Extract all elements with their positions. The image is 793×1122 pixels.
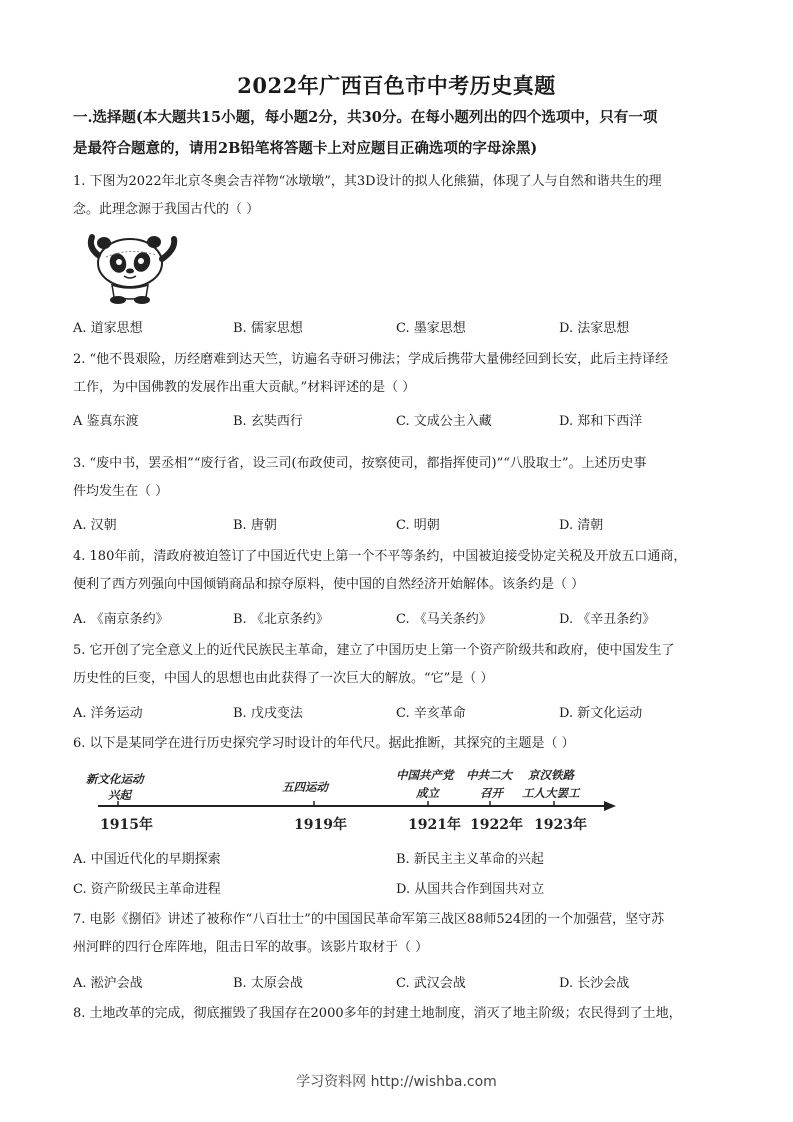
q4-option-a[interactable]: A. 《南京条约》: [73, 612, 169, 627]
timeline-year-2: 1919年: [294, 817, 347, 833]
question-7-text: [73, 906, 723, 962]
q4-option-d[interactable]: D. 《辛丑条约》: [559, 612, 656, 627]
timeline-year-4: 1922年: [470, 817, 523, 833]
q6-option-c[interactable]: C. 资产阶级民主革命进程: [73, 882, 221, 897]
q6-option-a[interactable]: A. 中国近代化的早期探索: [73, 852, 221, 867]
q7-option-a[interactable]: A. 淞沪会战: [73, 976, 143, 991]
timeline-event-3-line-1: 中国共产党: [396, 768, 454, 782]
question-6-options-row-1: [73, 848, 723, 870]
q5-option-b[interactable]: B. 戊戌变法: [233, 706, 303, 721]
question-5-line-2: 历史性的巨变，中国人的思想也由此获得了一次巨大的解放。“它”是（ ）: [73, 671, 494, 686]
q2-option-b[interactable]: B. 玄奘西行: [233, 414, 303, 429]
q5-option-a[interactable]: A. 洋务运动: [73, 706, 143, 721]
question-1-line-2: 念。此理念源于我国古代的（ ）: [73, 202, 260, 217]
q2-option-c[interactable]: C. 文成公主入藏: [396, 414, 492, 429]
q6-option-b[interactable]: B. 新民主主义革命的兴起: [396, 852, 544, 867]
q4-option-c[interactable]: C. 《马关条约》: [396, 612, 492, 627]
q7-option-d[interactable]: D. 长沙会战: [559, 976, 630, 991]
timeline-event-3-line-2: 成立: [416, 786, 439, 800]
timeline-event-1-line-2: 兴起: [108, 788, 131, 802]
question-7-options: [73, 972, 723, 994]
question-8-line-1: 8. 土地改革的完成，彻底摧毁了我国存在2000多年的封建土地制度，消灭了地主阶级；农民得到了土地，: [73, 1006, 682, 1021]
question-4-line-2: 便利了西方列强向中国倾销商品和掠夺原料，使中国的自然经济开始解体。该条约是（ ）: [73, 577, 585, 592]
q4-option-b[interactable]: B. 《北京条约》: [233, 612, 329, 627]
q3-option-c[interactable]: C. 明朝: [396, 518, 440, 533]
q2-option-d[interactable]: D. 郑和下西洋: [559, 414, 643, 429]
timeline-arrow-icon: [604, 801, 616, 811]
page-footer-watermark: 学习资料网 http://wishba.com: [296, 1074, 497, 1090]
q2-option-a[interactable]: A 鉴真东渡: [73, 414, 139, 429]
q7-option-c[interactable]: C. 武汉会战: [396, 976, 466, 991]
timeline-event-1-line-1: 新文化运动: [86, 772, 144, 786]
question-5-text: [73, 637, 723, 693]
question-2-options: [73, 410, 723, 432]
question-7-line-2: 州河畔的四行仓库阵地，阻击日军的故事。该影片取材于（ ）: [73, 940, 429, 955]
question-5-options: [73, 702, 723, 724]
question-8-text: [73, 1000, 723, 1028]
section-heading-line-1: 一.选择题(本大题共15小题，每小题2分，共30分。在每小题列出的四个选项中，只有一项: [73, 109, 658, 126]
question-4-options: [73, 608, 723, 630]
q6-option-d[interactable]: D. 从国共合作到国共对立: [396, 882, 545, 897]
timeline-year-5: 1923年: [534, 817, 587, 833]
question-2-line-1: 2. “他不畏艰险，历经磨难到达天竺，访遍名寺研习佛法；学成后携带大量佛经回到长安，此后主持译经: [73, 352, 669, 367]
section-heading-line-2: 是最符合题意的，请用2B铅笔将答题卡上对应题目正确选项的字母涂黑): [73, 140, 538, 157]
q1-option-a[interactable]: A. 道家思想: [73, 321, 143, 336]
q3-option-a[interactable]: A. 汉朝: [73, 518, 117, 533]
timeline-event-5-line-2: 工人大罢工: [522, 786, 580, 800]
timeline-event-2-line-1: 五四运动: [282, 780, 328, 794]
timeline-ruler: [76, 765, 621, 835]
q3-option-d[interactable]: D. 清朝: [559, 518, 604, 533]
q7-option-b[interactable]: B. 太原会战: [233, 976, 303, 991]
q1-option-d[interactable]: D. 法家思想: [559, 321, 630, 336]
question-7-line-1: 7. 电影《捌佰》讲述了被称作“八百壮士”的中国国民革命军第三战区88师524团的一个加强营，坚守苏: [73, 912, 665, 927]
timeline-event-5-line-1: 京汉铁路: [528, 768, 574, 782]
question-4-text: [73, 543, 723, 599]
q3-option-b[interactable]: B. 唐朝: [233, 518, 277, 533]
question-1-text: [73, 168, 723, 224]
question-4-line-1: 4. 180年前，清政府被迫签订了中国近代史上第一个不平等条约，中国被迫接受协定关税及开放五口通商，: [73, 549, 687, 564]
question-6-line-1: 6. 以下是某同学在进行历史探究学习时设计的年代尺。据此推断，其探究的主题是（ ）: [73, 736, 575, 751]
question-3-line-1: 3. “废中书，罢丞相”“废行省，设三司(布政使司，按察使司，都指挥使司)”“八股取士”。上述历史事: [73, 456, 647, 471]
question-3-text: [73, 450, 723, 506]
timeline-event-4-line-1: 中共二大: [466, 768, 512, 782]
q1-option-b[interactable]: B. 儒家思想: [233, 321, 303, 336]
question-3-options: [73, 514, 723, 536]
timeline-year-1: 1915年: [100, 817, 153, 833]
question-6-options-row-2: [73, 878, 723, 900]
page-title: 2022年广西百色市中考历史真题: [237, 73, 556, 98]
question-1-options: [73, 317, 723, 339]
question-2-line-2: 工作，为中国佛教的发展作出重大贡献。”材料评述的是（ ）: [73, 380, 416, 395]
question-6-text: [73, 730, 723, 758]
question-3-line-2: 件均发生在（ ）: [73, 484, 169, 499]
question-5-line-1: 5. 它开创了完全意义上的近代民族民主革命，建立了中国历史上第一个资产阶级共和政府，使中国发生了: [73, 643, 675, 658]
question-2-text: [73, 346, 723, 402]
q1-option-c[interactable]: C. 墨家思想: [396, 321, 466, 336]
question-1-line-1: 1. 下图为2022年北京冬奥会吉祥物“冰墩墩”，其3D设计的拟人化熊猫，体现了人与自然和谐共生的理: [73, 174, 662, 189]
q5-option-c[interactable]: C. 辛亥革命: [396, 706, 466, 721]
q5-option-d[interactable]: D. 新文化运动: [559, 706, 643, 721]
timeline-event-4-line-2: 召开: [480, 786, 503, 800]
timeline-year-3: 1921年: [408, 817, 461, 833]
bing-dwen-dwen-mascot-image: [82, 233, 182, 305]
